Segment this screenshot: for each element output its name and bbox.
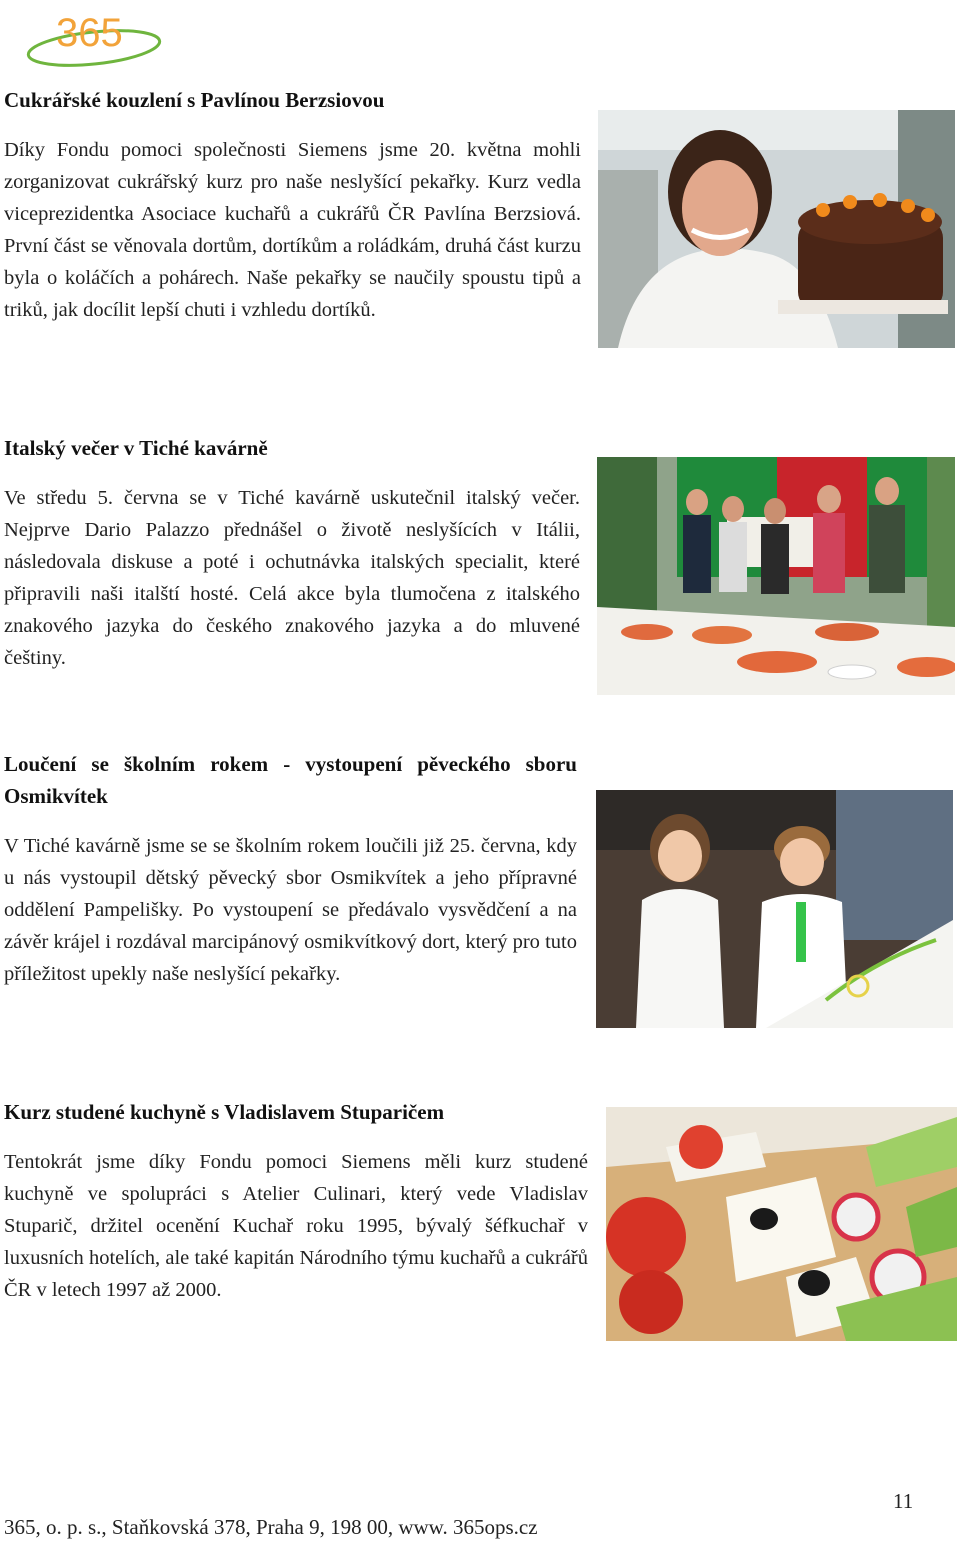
section-title: Italský večer v Tiché kavárně [4, 436, 268, 460]
logo-swoosh-icon [24, 8, 166, 70]
photo-canapes [606, 1107, 957, 1341]
section-body: Díky Fondu pomoci společnosti Siemens jsme 20. května mohli zorganizovat cukrářský kurz pro naše neslyšící pekařky. Kurz vedla viceprezidentka Asociace kuchařů a cukrářů ČR Pavlína Berzsiová. První část se věnovala dortům, dortíkům a roládkám, druhá část kurzu byla o koláčích a pohárech. Naše pekařky se naučily spoustu tipů a triků, jak docílit lepší chuti i vzhledu dortíků. [4, 139, 581, 321]
logo-365 [24, 8, 166, 70]
section-pastry-course [4, 84, 581, 326]
section-body: Ve středu 5. června se v Tiché kavárně uskutečnil italský večer. Nejprve Dario Palazzo přednášel o životě neslyšících v Itálii, následovala diskuse a poté i ochutnávka italských specialit, které připravili naši italští hosté. Celá akce byla tlumočena z italského znakového jazyka do českého znakového jazyka a do mluvené češtiny. [4, 487, 580, 669]
page-number: 11 [893, 1489, 914, 1513]
section-italian-evening [4, 432, 580, 674]
footer-address: 365, o. p. s., Staňkovská 378, Praha 9, 198 00, www. 365ops.cz [4, 1515, 538, 1539]
section-title: Cukrářské kouzlení s Pavlínou Berzsiovou [4, 88, 385, 112]
section-body: Tentokrát jsme díky Fondu pomoci Siemens měli kurz studené kuchyně ve spolupráci s Atelier Culinari, který vede Vladislav Stuparič, držitel ocenění Kuchař roku 1995, bývalý šéfkuchař v luxusních hotelích, ale také kapitán Národního týmu kuchařů a cukrářů ČR v letech 1997 až 2000. [4, 1151, 588, 1301]
photo-italian-evening-group [597, 457, 955, 695]
logo-text: 365 [56, 11, 123, 55]
section-cold-kitchen-course [4, 1096, 588, 1306]
photo-children-with-cake [596, 790, 953, 1028]
section-choir-farewell [4, 748, 577, 990]
section-title: Loučení se školním rokem - vystoupení pěveckého sboru Osmikvítek [4, 752, 577, 808]
section-title: Kurz studené kuchyně s Vladislavem Stuparičem [4, 1100, 445, 1124]
photo-woman-with-cake [598, 110, 955, 348]
section-body: V Tiché kavárně jsme se se školním rokem loučili již 25. června, kdy u nás vystoupil dětský pěvecký sbor Osmikvítek a jeho přípravné oddělení Pampelišky. Po vystoupení se předávalo vysvědčení a na závěr krájel i rozdával marcipánový osmikvítkový dort, který pro tuto příležitost upekly naše neslyšící pekařky. [4, 835, 577, 985]
